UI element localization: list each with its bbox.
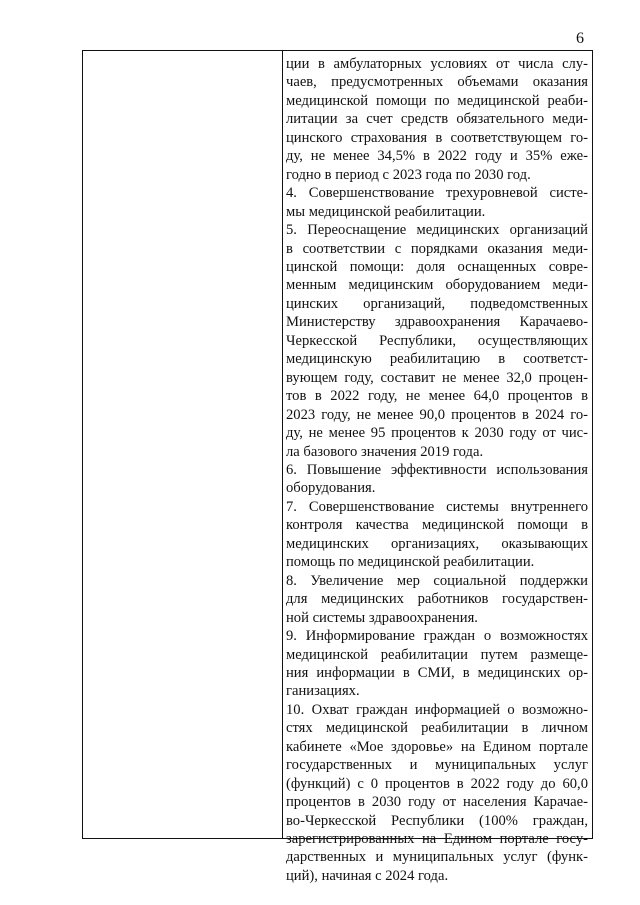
text-line: 9. Информирование граждан о возможностях <box>286 628 588 645</box>
text-line: Черкесской Республики, осуществляющих <box>286 332 588 349</box>
text-line: помощь по медицинской реабилитации. <box>286 554 535 571</box>
text-line: 4. Совершенствование трехуровневой систе- <box>286 185 588 202</box>
measure-item <box>286 701 588 886</box>
text-line: вующем году, составит не менее 32,0 процен- <box>286 369 588 386</box>
text-line: ла базового значения 2019 года. <box>286 443 484 460</box>
measure-item <box>286 572 588 627</box>
measure-item <box>286 498 588 572</box>
text-line: тов в 2022 году, не менее 64,0 процентов в <box>286 388 588 405</box>
measure-item <box>286 461 588 498</box>
text-line: в соответствии с порядками оказания меди- <box>286 240 588 257</box>
text-line: цинских организаций, подведомственных <box>286 295 588 312</box>
measures-cell <box>286 55 588 885</box>
text-line: ду, не менее 95 процентов к 2030 году от чис- <box>286 425 588 442</box>
page-number: 6 <box>576 30 584 47</box>
text-line: 7. Совершенствование системы внутреннего <box>286 498 588 515</box>
text-line: медицинской помощи по медицинской реаби- <box>286 92 588 109</box>
text-line: во-Черкесской Республики (100% граждан, <box>286 812 588 829</box>
text-line: 6. Повышение эффективности использования <box>286 461 588 478</box>
column-divider <box>282 51 283 838</box>
text-line: годно в период с 2023 года по 2030 год. <box>286 166 531 183</box>
text-line: 10. Охват граждан информацией о возможно- <box>286 701 588 718</box>
text-line: медицинской реабилитации путем размеще- <box>286 646 588 663</box>
text-line: цинского страхования в соответствующем го- <box>286 129 588 146</box>
text-line: 2023 году, не менее 90,0 процентов в 2024 го- <box>286 406 588 423</box>
text-line: оборудования. <box>286 480 376 497</box>
measure-item <box>286 184 588 221</box>
text-line: медицинскую реабилитацию в соответст- <box>286 351 588 368</box>
text-line: ций), начиная с 2024 года. <box>286 867 449 884</box>
text-line: контроля качества медицинской помощи в <box>286 517 588 534</box>
text-line: государственных и муниципальных услуг <box>286 757 588 774</box>
text-line: медицинских организациях, оказывающих <box>286 535 588 552</box>
text-line: для медицинских работников государствен- <box>286 591 588 608</box>
measure-item <box>286 627 588 701</box>
text-line: ду, не менее 34,5% в 2022 году и 35% еже- <box>286 148 588 165</box>
text-line: процентов в 2030 году от населения Карачае- <box>286 794 588 811</box>
text-line: дарственных и муниципальных услуг (функ- <box>286 849 588 866</box>
text-line: чаев, предусмотренных объемами оказания <box>286 74 588 91</box>
text-line: ния информации в СМИ, в медицинских ор- <box>286 664 588 681</box>
text-line: Министерству здравоохранения Карачаево- <box>286 314 588 331</box>
text-line: ганизациях. <box>286 683 360 700</box>
text-line: менным медицинским оборудованием меди- <box>286 277 588 294</box>
text-line: зарегистрированных на Едином портале госу- <box>286 831 588 848</box>
measure-item <box>286 221 588 461</box>
text-line: ции в амбулаторных условиях от числа слу- <box>286 56 588 72</box>
text-line: цинской помощи: доля оснащенных совре- <box>286 258 588 275</box>
text-line: (функций) с 0 процентов в 2022 году до 60,0 <box>286 775 588 792</box>
text-line: 5. Переоснащение медицинских организаций <box>286 222 588 239</box>
text-line: 8. Увеличение мер социальной поддержки <box>286 572 588 589</box>
text-line: литации за счет средств обязательного меди- <box>286 111 588 128</box>
text-line: ной системы здравоохранения. <box>286 609 478 626</box>
text-line: стях медицинской реабилитации в личном <box>286 720 588 737</box>
text-line: мы медицинской реабилитации. <box>286 203 486 220</box>
measure-item <box>286 55 588 184</box>
measures-table <box>82 50 593 884</box>
text-line: кабинете «Мое здоровье» на Едином портале <box>286 738 588 755</box>
